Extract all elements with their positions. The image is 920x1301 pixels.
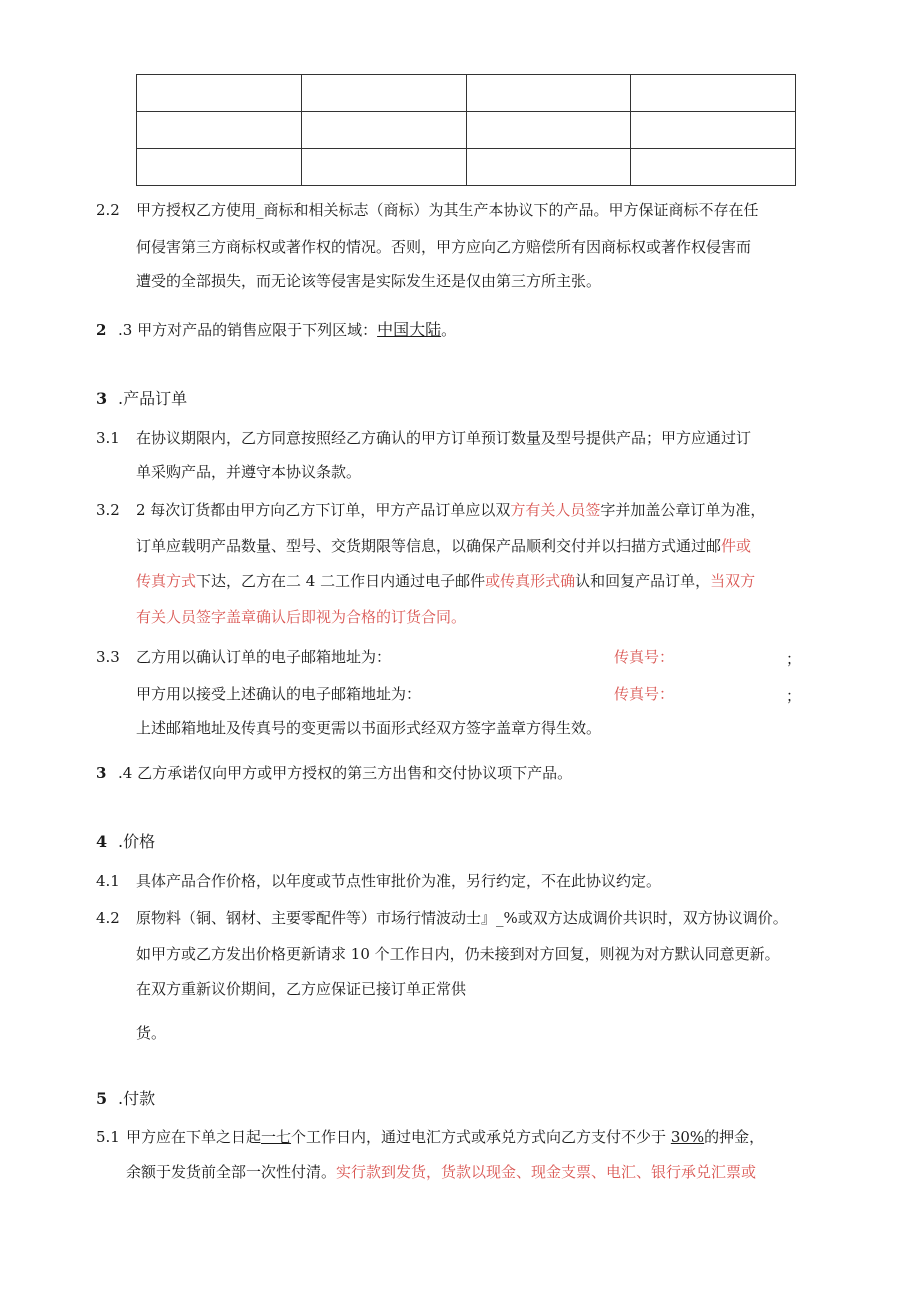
highlight-text: 方有关人员签 (510, 501, 601, 519)
table-cell (466, 112, 631, 149)
table-cell (137, 149, 302, 186)
text-run: 订单应载明产品数量、型号、交货期限等信息，以确保产品顺利交付并以扫描方式通过邮 (136, 537, 722, 555)
buyer-fax-label: 传真号： (614, 685, 675, 703)
text-run: 余额于发货前全部一次性付清。 (126, 1163, 337, 1181)
clause-4-2-line-1: 原物料（铜、钢材、主要零配件等）市场行情波动士』_%或双方达成调价共识时，双方协议调价。 (136, 909, 788, 927)
clause-2-3 (118, 320, 456, 340)
text-run: 认和回复产品订单， (575, 572, 711, 590)
clause-3-3-line-3: 上述邮箱地址及传真号的变更需以书面形式经双方签字盖章方得生效。 (136, 719, 602, 737)
clause-number: 3.1 (96, 429, 120, 447)
clause-3-2-line-4: 有关人员签字盖章确认后即视为合格的订货合同。 (136, 608, 467, 626)
text-run: 2 每次订货都由甲方向乙方下订单，甲方产品订单应以双 (136, 501, 511, 519)
payment-days: 一七 (261, 1128, 292, 1146)
section-5-title: .付款 (118, 1089, 156, 1108)
clause-4-1: 具体产品合作价格，以年度或节点性审批价为准，另行约定，不在此协议约定。 (136, 872, 662, 890)
section-number: 5 (96, 1089, 108, 1108)
clause-4-2-line-2: 如甲方或乙方发出价格更新请求 10 个工作日内，仍未接到对方回复，则视为对方默认同意更新。 (136, 945, 780, 963)
table-cell (631, 149, 796, 186)
clause-number: 4.2 (96, 909, 120, 927)
highlight-text: 当双方 (710, 572, 756, 590)
clause-3-1-line-1: 在协议期限内，乙方同意按照经乙方确认的甲方订单预订数量及型号提供产品；甲方应通过订 (136, 429, 752, 447)
section-4-title: .价格 (118, 832, 156, 851)
clause-number: 2.2 (96, 201, 120, 219)
table-cell (631, 75, 796, 112)
clause-3-4: .4 乙方承诺仅向甲方或甲方授权的第三方出售和交付协议项下产品。 (118, 764, 573, 782)
clause-5-1-line-1 (126, 1127, 764, 1147)
clause-number: 4.1 (96, 872, 120, 890)
clause-2-2-line-3: 遭受的全部损失，而无论该等侵害是实际发生还是仅由第三方所主张。 (136, 272, 602, 290)
text-run: 字并加盖公章订单为准， (600, 501, 766, 519)
clause-number: 3.2 (96, 501, 120, 519)
text-run: 个工作日内，通过电汇方式或承兑方式向乙方支付不少于 (291, 1128, 671, 1146)
clause-number: 5.1 (96, 1128, 120, 1146)
clause-2-2-line-1: 甲方授权乙方使用_商标和相关标志（商标）为其生产本协议下的产品。甲方保证商标不存在任 (136, 201, 759, 219)
text-run: 下达，乙方在二 4 二工作日内通过电子邮件 (196, 572, 486, 590)
table-cell (631, 112, 796, 149)
clause-2-3-end: 。 (441, 321, 457, 339)
table-cell (466, 149, 631, 186)
clause-3-1-line-2: 单采购产品，并遵守本协议条款。 (136, 463, 362, 481)
buyer-email-label: 甲方用以接受上述确认的电子邮箱地址为： (136, 685, 422, 703)
highlight-text: 件或 (721, 537, 752, 555)
table-row (137, 149, 796, 186)
text-run: 甲方应在下单之日起 (126, 1128, 262, 1146)
table-cell (137, 75, 302, 112)
section-3-title: .产品订单 (118, 389, 188, 408)
table-row (137, 75, 796, 112)
section-number: 3 (96, 389, 108, 408)
clause-3-2-line-3 (136, 571, 755, 591)
clause-number: 2 (96, 321, 107, 339)
semicolon: ； (786, 687, 802, 705)
table-cell (301, 75, 466, 112)
semicolon: ； (786, 650, 802, 668)
highlight-text: 实行款到发货，货款以现金、现金支票、电汇、银行承兑汇票或 (336, 1163, 757, 1181)
supplier-fax-label: 传真号： (614, 648, 675, 666)
text-run: 的押金， (704, 1128, 765, 1146)
clause-3-2-line-1 (136, 500, 765, 520)
clause-4-2-line-3: 在双方重新议价期间，乙方应保证已接订单正常供 (136, 980, 467, 998)
table-cell (466, 75, 631, 112)
clause-5-1-line-2 (126, 1162, 756, 1182)
sales-region: 中国大陆 (377, 320, 442, 339)
table-cell (301, 112, 466, 149)
clause-number: 3 (96, 764, 107, 782)
deposit-percent: 30% (670, 1128, 705, 1146)
clause-3-2-line-2 (136, 536, 751, 556)
table-cell (137, 112, 302, 149)
section-number: 4 (96, 832, 108, 851)
blank-table (136, 74, 796, 186)
clause-4-2-line-4: 货。 (136, 1024, 167, 1042)
clause-2-3-text: .3 甲方对产品的销售应限于下列区域： (118, 321, 378, 339)
table-row (137, 112, 796, 149)
supplier-email-label: 乙方用以确认订单的电子邮箱地址为： (136, 648, 392, 666)
highlight-text: 或传真形式确 (485, 572, 576, 590)
highlight-text: 传真方式 (136, 572, 197, 590)
clause-2-2-line-2: 何侵害第三方商标权或著作权的情况。否则，甲方应向乙方赔偿所有因商标权或著作权侵害而 (136, 238, 752, 256)
clause-number: 3.3 (96, 648, 120, 666)
table-cell (301, 149, 466, 186)
